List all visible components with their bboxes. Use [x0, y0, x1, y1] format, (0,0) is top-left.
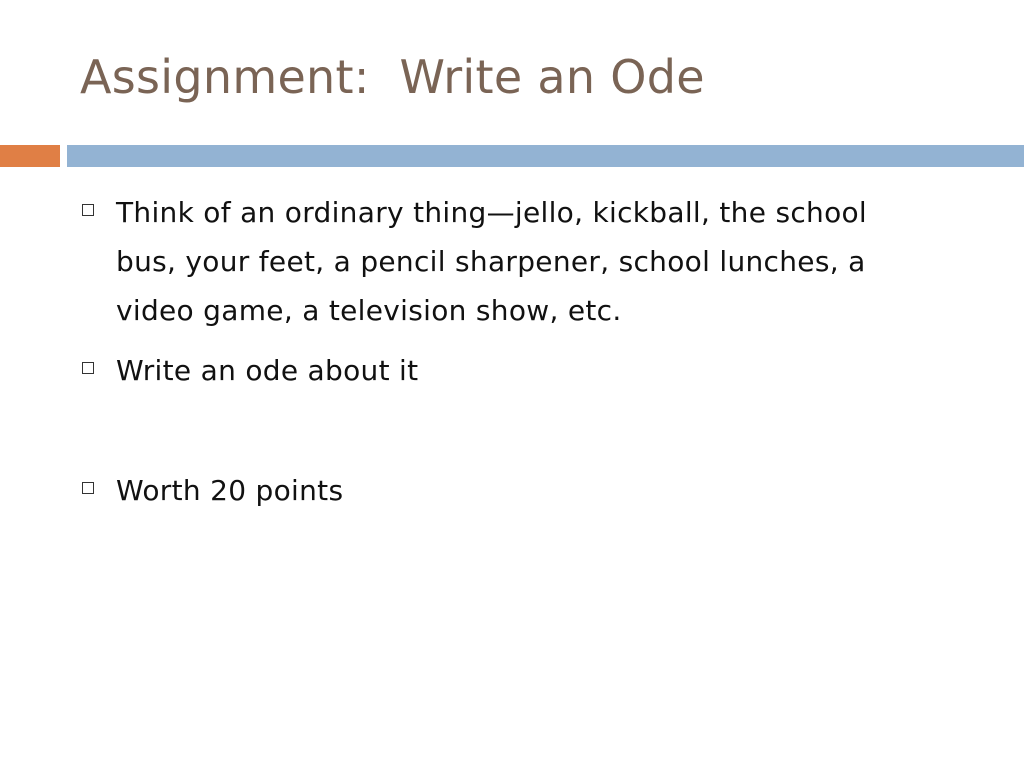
accent-bar-blue	[67, 145, 1024, 167]
bullet-text: Think of an ordinary thing—jello, kickball, the school bus, your feet, a pencil sharpener, school lunches, a video game, a television show, etc.	[116, 196, 868, 327]
bullet-text: Write an ode about it	[116, 354, 419, 387]
hollow-square-icon	[82, 482, 94, 494]
list-item	[82, 466, 902, 515]
list-item	[82, 188, 902, 335]
slide-title: Assignment: Write an Ode	[80, 50, 705, 104]
accent-bar-orange	[0, 145, 60, 167]
hollow-square-icon	[82, 362, 94, 374]
hollow-square-icon	[82, 204, 94, 216]
bullet-text: Worth 20 points	[116, 474, 344, 507]
list-item	[82, 346, 902, 395]
